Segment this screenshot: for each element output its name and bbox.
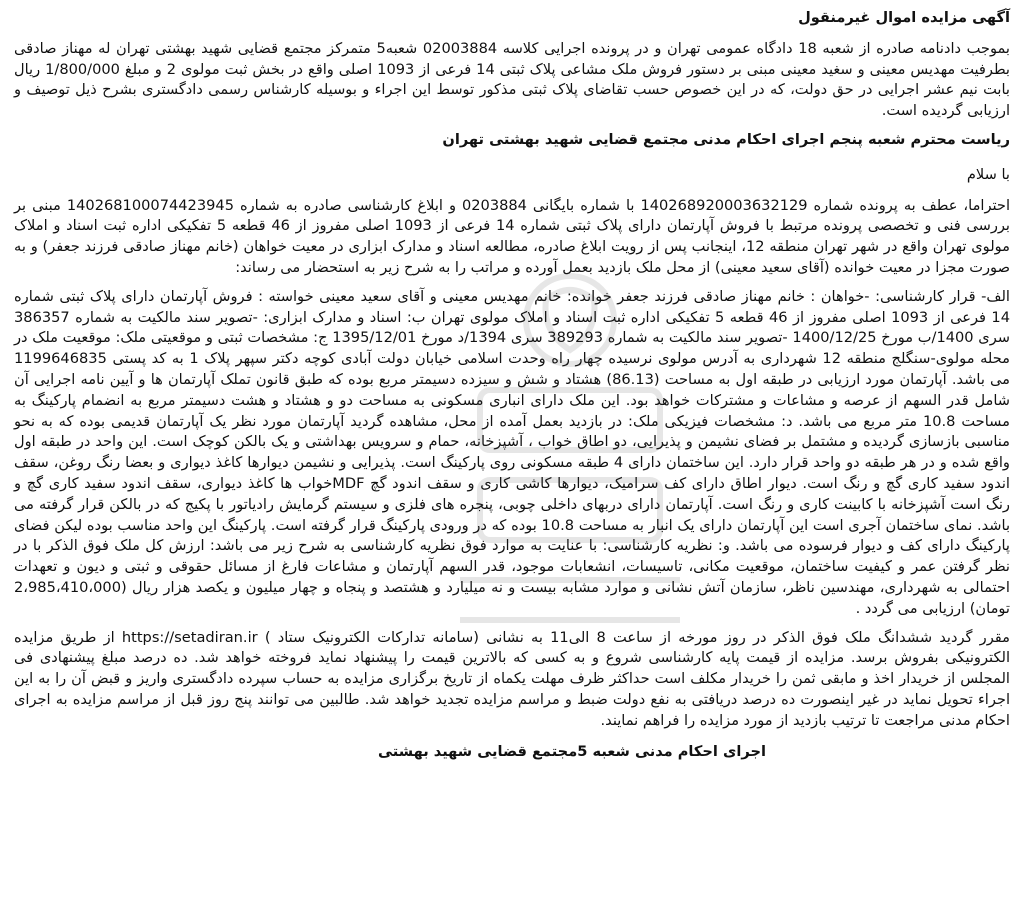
addressee-line: ریاست محترم شعبه پنجم اجرای احکام مدنی مجتمع قضایی شهید بهشتی تهران xyxy=(442,130,1010,148)
intro-paragraph: بموجب دادنامه صادره از شعبه 18 دادگاه عمومی تهران و در پرونده اجرایی کلاسه 02003884 شعبه5 متمرکز مجتمع قضایی شهید بهشتی تهران له مهناز صادقی بطرفیت مهدیس معینی و سغید معینی مبنی بر دستور فروش ملک مشاعی پلاک ثبتی 14 فرعی از 1093 اصلی واقع در بخش ثبت مولوی 2 و مبلغ 1/800/000 ریال بابت نیم عشر اجرایی در حق دولت، که در این خصوص حسب تقاضای پلاک ثبتی مذکور توسط این اجراء و بوسیله کارشناس رسمی دادگستری بشرح ذیل توصیف و ارزیابی گردیده است. xyxy=(14,39,1010,120)
auction-paragraph: مقرر گردید ششدانگ ملک فوق الذکر در روز مورخه از ساعت 8 الی11 به نشانی (سامانه تدارکات الکترونیک ستاد ) https://setadiran.ir از طریق مزایده الکترونیکی بفروش برسد. مزایده از قیمت پایه کارشناسی شروع و به کسی که بالاترین قیمت را پیشنهاد نماید فروخته خواهد شد. ده درصد مبلغ پیشنهادی فی المجلس از خریدار اخذ و مابقی ثمن را خریدار مکلف است حداکثر ظرف مهلت یکماه از تاریخ برگزاری مزایده به حساب سپرده دادگستری واریز و قبض آن را به این اجراء تحویل نماید در غیر اینصورت ده درصد دریافتی به نفع دولت ضبط و مراسم مزایده تجدید خواهد شد. طالبین می توانند پنج روز قبل از مراسم مزایده به اجرای احکام مدنی مراجعت تا ترتیب بازدید از مورد مزایده را فراهم نمایند. xyxy=(14,628,1010,729)
signature-line: اجرای احکام مدنی شعبه 5مجتمع قضایی شهید بهشتی xyxy=(378,742,766,760)
greeting-line: با سلام xyxy=(966,165,1010,183)
notice-title: آگهی مزایده اموال غیرمنقول xyxy=(798,9,1010,26)
report-paragraph: الف- قرار کارشناسی: -خواهان : خانم مهناز صادقی فرزند جعفر خوانده: خانم مهدیس معینی و آقای سعید معینی خواسته : فروش آپارتمان دارای پلاک ثبتی شماره 14 فرعی از 1093 اصلی مفروز از 46 قطعه 5 تفکیکی اداره ثبت اسناد و املاک مولوی تهران ب: اسناد و مدارک ابزاری: -تصویر سند مالکیت به شماره 386357 سری 1400/ب مورخ 1400/12/25 -تصویر سند مالکیت به شماره 389293 سری 1394/د مورخ 1395/12/01 ج: مشخصات ثبتی و موقعیتی ملک: موقعیت ملک در محله مولوی-سنگلج منطقه 12 شهرداری به آدرس مولوی نرسیده چهار راه وحدت اسلامی خیابان دولت آبادی کوچه دکتر سپهر پلاک 1 به کد پستی 1199646835 می باشد. آپارتمان مورد ارزیابی در طبقه اول به مساحت (86.13) هشتاد و شش و سیزده دسیمتر مربع بوده که طبق قانون تملک آپارتمان ها و آیین نامه اجرایی آن شامل قدر السهم از عرصه و مشاعات و مشترکات خواهد بود. این ملک دارای انباری مسکونی به مساحت دو و هشتاد و هشت دسیمتر مربع به انضمام پارکینگ به مساحت 10.8 متر مربع می باشد. د: مشخصات فیزیکی ملک: در بازدید بعمل آمده از محل، مشاهده گردید آپارتمان مورد نظر یک آپارتمان قدیمی بوده که به نحو مناسبی بازسازی گردیده و مشتمل بر فضای نشیمن و پذیرایی، دو اطاق خواب ، آشپزخانه، حمام و سرویس بهداشتی و یک بالکن کوچک است. این واحد در طبقه اول واقع شده و در هر طبقه دو واحد قرار دارد. این ساختمان دارای 4 طبقه مسکونی روی پارکینگ است. پذیرایی و نشیمن دیوارها کاغذ دیواری و بعضا رنگ روغن، سقف اندود سفید کاری گچ و رنگ است. دیوار اطاق دارای کف سرامیک، دیوارها کاشی کاری و سقف اندود گچ MDFخواب ها کاغذ دیواری، سقف اندود سفید کاری گچ و رنگ است آشپزخانه با کابینت کاری و رنگ است. آپارتمان دارای دربهای داخلی چوبی، پنجره های فلزی و سیستم گرمایش رادیاتور با پکیج که در بالکن قرار گرفته می باشد. نمای ساختمان آجری است این آپارتمان دارای یک انبار به مساحت 10.8 بوده که در ورودی پارکینگ قرار گرفته است. پارکینگ این واحد مناسب بوده لیکن فضای پارکینگ دارای کف و دیوار فرسوده می باشد. و: نظریه کارشناسی: با عنایت به موارد فوق نظریه کارشناسی به شرح زیر می باشد: ارزش کل ملک فوق الذکر با در نظر گرفتن عمر و کیفیت ساختمان، موقعیت مکانی، تاسیسات، انشعابات موجود، قدر السهم آپارتمان و مشاعات فارغ از مسائل حقوقی و ثبتی و دیون و تعهدات احتمالی به شهرداری، مهندسین ناظر، سازمان آتش نشانی و موارد مشابه بیست و نه میلیارد و هشتصد و پنجاه و چهار میلیون و یکصد هزار ریال (2،985،410،000 تومان) ارزیابی می گردد . xyxy=(14,287,1011,617)
auction-notice xyxy=(14,6,1010,904)
request-paragraph: احتراما، عطف به پرونده شماره 140268920003632129 با شماره بایگانی 0203884 و ابلاغ کارشناسی صادره به شماره 140268100074423945 مبنی بر بررسی فنی و تخصصی پرونده مرتبط با فروش آپارتمان دارای پلاک ثبتی شماره 14 فرعی از 1093 اصلی مفروز از 46 قطعه 5 تفکیکی اداره ثبت اسناد و املاک مولوی تهران واقع در شهر تهران منطقه 12، اینجانب پس از رویت ابلاغ صادره، مطالعه اسناد و مدارک ابزاری در معیت خواهان (خانم مهناز صادقی فرزند جعفر) و به صورت مجزا در معیت خوانده (آقای سعید معینی) از محل ملک بازدید بعمل آورده و مراتب را به شرح زیر به استحضار می رساند: xyxy=(14,196,1010,276)
